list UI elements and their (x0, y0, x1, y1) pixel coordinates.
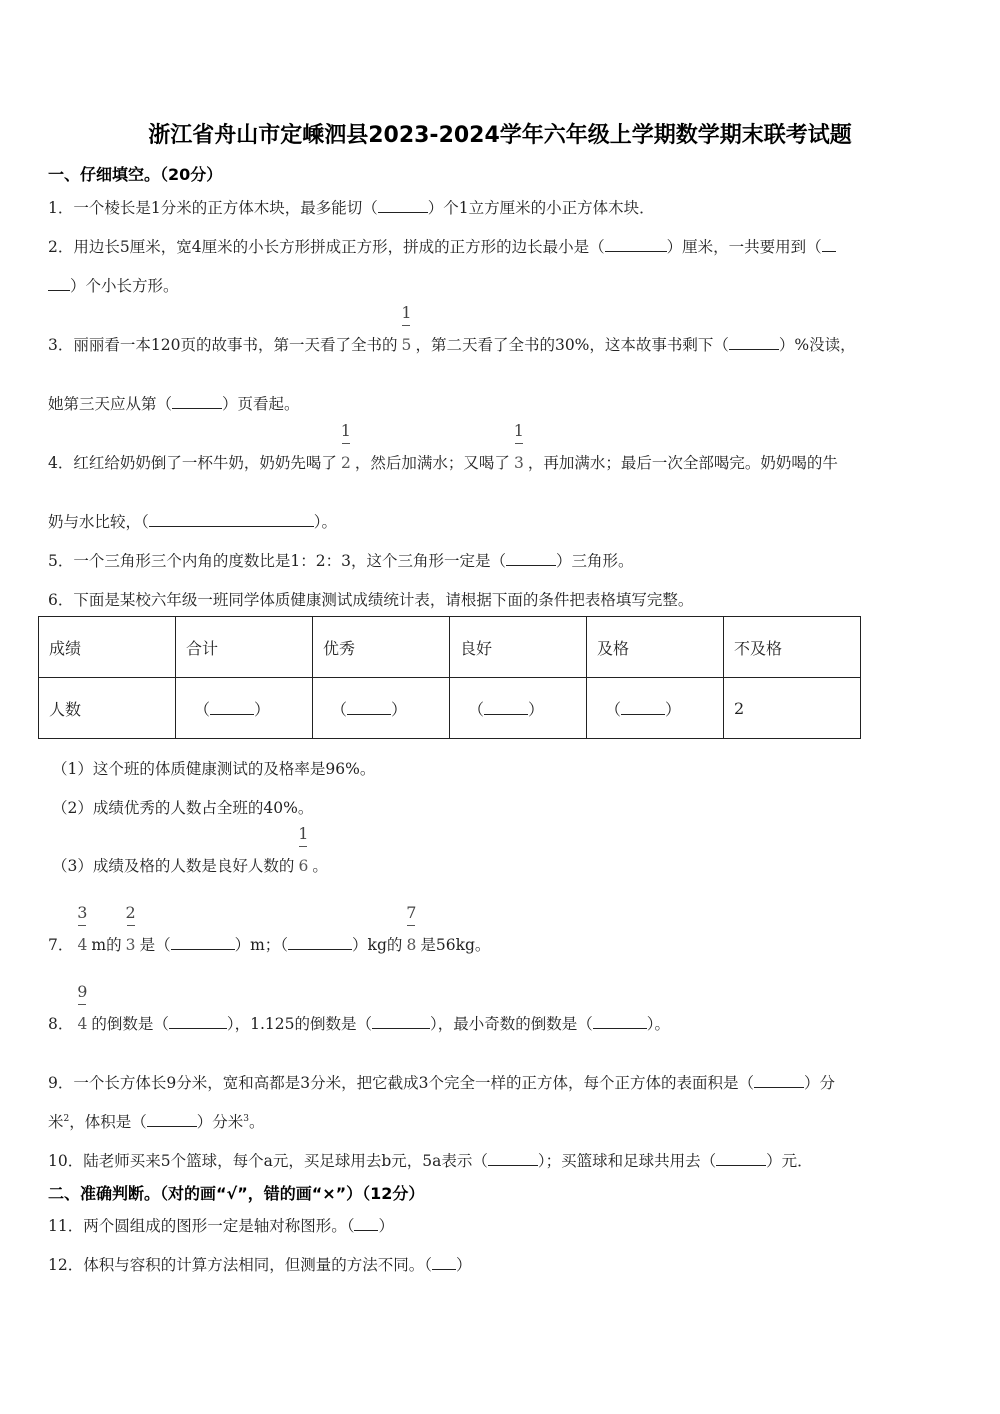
table-header-cell: 良好 (450, 617, 587, 678)
answer-blank[interactable] (484, 700, 528, 715)
table-header-row (39, 617, 861, 678)
answer-blank[interactable] (378, 198, 428, 213)
answer-blank[interactable] (210, 700, 254, 715)
answer-blank[interactable] (347, 700, 391, 715)
fraction-denominator: 4 (77, 1015, 88, 1033)
paren-open: （ (331, 699, 348, 719)
answer-blank[interactable] (488, 1151, 538, 1166)
question-3-text: 3．丽丽看一本120页的故事书，第一天看了全书的 (48, 336, 398, 354)
fraction-denominator: 3 (513, 454, 524, 472)
question-10 (48, 1149, 813, 1171)
question-7-text-d: ）kg的 (352, 936, 403, 954)
question-9-line-2 (48, 1110, 265, 1132)
question-11 (48, 1214, 394, 1236)
fraction-denominator: 8 (406, 936, 417, 954)
answer-blank[interactable] (354, 1216, 378, 1231)
question-8-text-c: ），最小奇数的倒数是（ (430, 1015, 593, 1033)
table-row (39, 678, 861, 739)
question-8-text: 的倒数是（ (91, 1015, 169, 1033)
fraction-three-quarters (75, 903, 89, 954)
fraction-numerator: 2 (125, 903, 136, 922)
question-9-text-end-2: 。 (249, 1113, 265, 1131)
question-9-text-end: ）分 (803, 1074, 835, 1092)
fraction-numerator: 9 (77, 982, 88, 1001)
question-10-text: 10．陆老师买来5个篮球，每个a元，买足球用去b元，5a表示（ (48, 1152, 488, 1170)
question-6-condition-1: （1）这个班的体质健康测试的及格率是96%。 (52, 760, 376, 778)
exam-title: 浙江省舟山市定嵊泗县2023-2024学年六年级上学期数学期末联考试题 (148, 123, 852, 148)
section-1-heading: 一、仔细填空。（20分） (48, 165, 223, 184)
question-7-text-b: 是（ (139, 936, 171, 954)
fraction-denominator: 6 (298, 857, 309, 875)
paren-close: ） (665, 699, 682, 719)
question-10-text-c: ）元． (766, 1152, 813, 1170)
fraction-seven-eighths (404, 903, 418, 954)
question-1 (48, 196, 655, 218)
section-2-heading: 二、准确判断。（对的画“√”，错的画“×”）（12分） (48, 1184, 425, 1203)
question-4-text: 4．红红给奶奶倒了一杯牛奶，奶奶先喝了 (48, 454, 337, 472)
question-6-condition-2: （2）成绩优秀的人数占全班的40%。 (52, 799, 314, 817)
fraction-bar (407, 925, 415, 926)
fraction-bar (342, 443, 350, 444)
answer-blank[interactable] (605, 237, 667, 252)
answer-blank[interactable] (729, 335, 779, 350)
question-4 (48, 421, 838, 473)
question-2-text-mid: ）厘米，一共要用到（ (666, 238, 822, 256)
table-blank-cell-good[interactable] (450, 678, 587, 739)
paren-open: （ (468, 699, 485, 719)
question-6-intro: 6．下面是某校六年级一班同学体质健康测试成绩统计表，请根据下面的条件把表格填写完整。 (48, 591, 694, 609)
question-8-number: 8． (48, 1015, 74, 1033)
answer-blank[interactable] (172, 394, 222, 409)
question-9-unit-2: ）分米 (196, 1113, 244, 1131)
answer-blank[interactable] (506, 551, 556, 566)
question-9-unit: 米 (48, 1113, 64, 1131)
question-8 (48, 982, 671, 1034)
answer-blank[interactable] (716, 1151, 766, 1166)
paren-close: ） (254, 699, 271, 719)
question-12 (48, 1253, 472, 1275)
table-header-cell: 优秀 (313, 617, 450, 678)
question-7-text: m的 (91, 936, 122, 954)
question-3-line-2 (48, 392, 300, 414)
question-3-text-line2: 她第三天应从第（ (48, 395, 173, 413)
fraction-numerator: 7 (406, 903, 417, 922)
table-blank-cell-pass[interactable] (587, 678, 724, 739)
answer-blank[interactable] (149, 512, 314, 527)
fraction-numerator: 3 (77, 903, 88, 922)
question-4-text-line2: 奶与水比较，（ (48, 513, 149, 531)
answer-blank[interactable] (288, 935, 352, 950)
paren-close: ） (528, 699, 545, 719)
question-12-text-end: ） (455, 1256, 472, 1274)
fraction-bar (78, 925, 86, 926)
question-11-text: 11．两个圆组成的图形一定是轴对称图形。（ (48, 1217, 355, 1235)
question-4-text-end: ，再加满水；最后一次全部喝完。奶奶喝的牛 (527, 454, 838, 472)
question-2 (48, 235, 836, 257)
fraction-bar (78, 1004, 86, 1005)
table-blank-cell-excellent[interactable] (313, 678, 450, 739)
answer-blank[interactable] (593, 1014, 647, 1029)
answer-blank[interactable] (822, 237, 836, 252)
answer-blank-continued[interactable] (48, 276, 70, 291)
condition-3-text-end: 。 (312, 857, 328, 875)
question-2-text: 2．用边长5厘米，宽4厘米的小长方形拼成正方形，拼成的正方形的边长最小是（ (48, 238, 605, 256)
paren-close: ） (391, 699, 408, 719)
question-7-text-c: ）m；（ (234, 936, 289, 954)
table-blank-cell-total[interactable] (176, 678, 313, 739)
question-2-line-2 (48, 274, 179, 296)
question-11-text-end: ） (378, 1217, 394, 1235)
fraction-bar (127, 925, 135, 926)
question-4-text-line2-end: ）。 (313, 513, 338, 531)
fraction-numerator: 1 (401, 303, 412, 322)
question-3-text-mid: ，第二天看了全书的30%，这本故事书剩下（ (415, 336, 729, 354)
paren-open: （ (194, 699, 211, 719)
table-header-cell: 成绩 (39, 617, 176, 678)
question-3-text-line2-end: ）页看起。 (222, 395, 300, 413)
question-10-text-b: ）；买篮球和足球共用去（ (537, 1152, 717, 1170)
health-test-table (38, 616, 861, 739)
superscript-3: 3 (243, 1113, 250, 1124)
question-5 (48, 549, 633, 571)
question-9-text-line2: ，体积是（ (69, 1113, 147, 1131)
paren-open: （ (605, 699, 622, 719)
fraction-one-half (339, 421, 353, 472)
answer-blank[interactable] (147, 1112, 197, 1127)
fraction-bar (402, 325, 410, 326)
question-9 (48, 1071, 835, 1093)
question-8-text-b: ），1.125的倒数是（ (226, 1015, 373, 1033)
answer-blank[interactable] (372, 1014, 430, 1029)
question-4-text-mid: ，然后加满水；又喝了 (354, 454, 510, 472)
fraction-denominator: 4 (77, 936, 88, 954)
question-4-line-2 (48, 510, 337, 532)
fraction-denominator: 2 (340, 454, 351, 472)
condition-3-text: （3）成绩及格的人数是良好人数的 (52, 857, 295, 875)
question-12-text: 12．体积与容积的计算方法相同，但测量的方法不同。（ (48, 1256, 432, 1274)
fraction-one-third (512, 421, 526, 472)
table-header-cell: 及格 (587, 617, 724, 678)
question-6-condition-3 (52, 824, 328, 876)
table-row-label: 人数 (39, 678, 176, 739)
answer-blank[interactable] (169, 1014, 227, 1029)
fraction-numerator: 1 (340, 421, 351, 440)
fraction-nine-quarters (75, 982, 89, 1033)
fraction-one-fifth (399, 303, 413, 354)
question-3 (48, 303, 856, 355)
fraction-bar (299, 846, 307, 847)
question-3-text-end: ）%没读， (778, 336, 856, 354)
fraction-numerator: 1 (298, 824, 309, 843)
question-5-text: 5．一个三角形三个内角的度数比是1：2：3，这个三角形一定是（ (48, 552, 506, 570)
table-header-cell: 合计 (176, 617, 313, 678)
question-5-text-end: ）三角形。 (555, 552, 634, 570)
fraction-one-sixth (296, 824, 310, 875)
superscript-2: 2 (63, 1113, 70, 1124)
question-8-text-d: ）。 (646, 1015, 671, 1033)
answer-blank[interactable] (621, 700, 665, 715)
fraction-denominator: 3 (125, 936, 136, 954)
answer-blank[interactable] (432, 1255, 456, 1270)
table-cell-fail-count: 2 (724, 678, 861, 739)
question-7-number: 7． (48, 936, 74, 954)
question-7-text-e: 是56kg。 (420, 936, 491, 954)
fraction-denominator: 5 (401, 336, 412, 354)
question-1-text: 1．一个棱长是1分米的正方体木块，最多能切（ (48, 199, 378, 217)
fraction-numerator: 1 (513, 421, 524, 440)
fraction-two-thirds (124, 903, 138, 954)
question-7 (48, 903, 491, 955)
question-1-text-end: ）个1立方厘米的小正方体木块． (427, 199, 655, 217)
answer-blank[interactable] (171, 935, 235, 950)
answer-blank[interactable] (754, 1073, 804, 1088)
question-9-text: 9．一个长方体长9分米，宽和高都是3分米，把它截成3个完全一样的正方体，每个正方体的表面积是（ (48, 1074, 754, 1092)
question-2-text-end: ）个小长方形。 (70, 277, 179, 295)
fraction-bar (515, 443, 523, 444)
table-header-cell: 不及格 (724, 617, 861, 678)
